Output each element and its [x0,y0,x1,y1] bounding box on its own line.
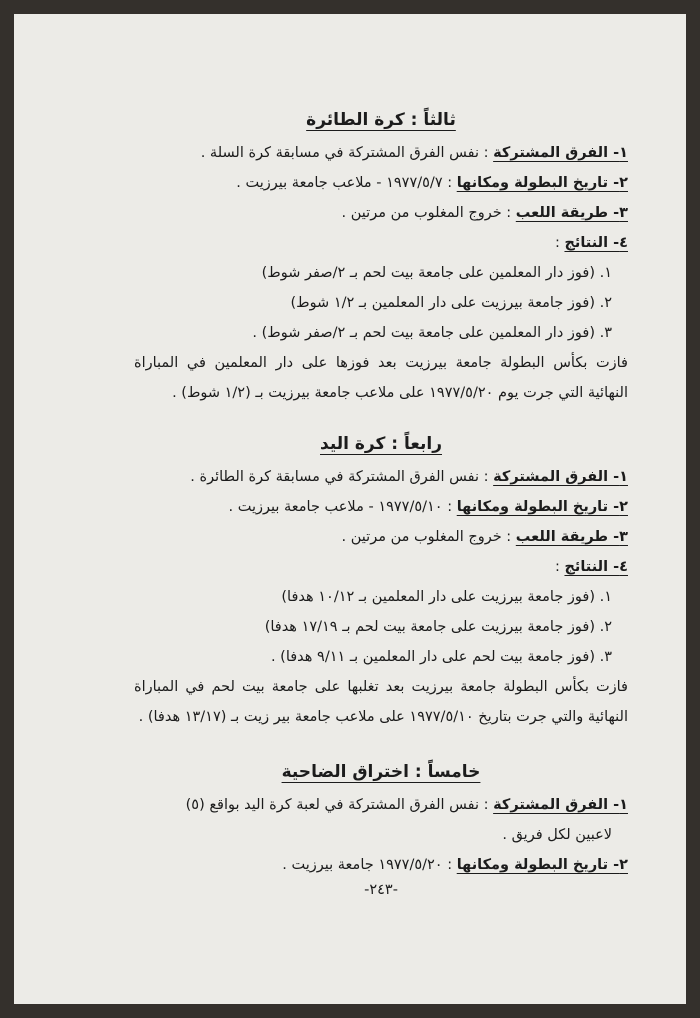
summary-paragraph: فازت بكأس البطولة جامعة بيرزيت بعد فوزها على دار المعلمين في المباراة النهائية التي جرت يوم ١٩٧٧/٥/٢٠ على ملاعب جامعة بيرزيت بـ (١/٢ شوط) . [134,355,628,401]
section-volleyball [134,110,628,408]
section-handball [134,434,628,732]
section-heading: رابعاً : كرة اليد [320,434,442,454]
page-number: -٢٤٣- [364,882,398,898]
result-item: ٢. (فوز جامعة بيرزيت على جامعة بيت لحم بـ ١٧/١٩ هدفا) [264,619,612,635]
page-content [134,110,628,898]
result-item: ٢. (فوز جامعة بيرزيت على دار المعلمين بـ ١/٢ شوط) [290,295,612,311]
section-heading: خامساً : اختراق الضاحية [281,762,481,782]
section-cross-country [134,762,628,880]
list-item: ١- الفرق المشتركة : نفس الفرق المشتركة في مسابقة كرة الطائرة . [190,469,628,485]
summary-paragraph: فازت بكأس البطولة جامعة بيرزيت بعد تغلبها على جامعة بيت لحم في المباراة النهائية والتي جرت بتاريخ ١٩٧٧/٥/١٠ على ملاعب جامعة بير زيت بـ (١٣/١٧ هدفا) . [134,679,628,725]
list-item: ٢- تاريخ البطولة ومكانها : ١٩٧٧/٥/١٠ - ملاعب جامعة بيرزيت . [228,499,628,515]
result-item: ٣. (فوز دار المعلمين على جامعة بيت لحم بـ ٢/صفر شوط) . [252,325,612,341]
result-item: ١. (فوز جامعة بيرزيت على دار المعلمين بـ ١٠/١٢ هدفا) [281,589,612,605]
list-item: ١- الفرق المشتركة : نفس الفرق المشتركة في مسابقة كرة السلة . [200,145,628,161]
list-item: ١- الفرق المشتركة : نفس الفرق المشتركة في لعبة كرة اليد بواقع (٥) [185,797,628,813]
section-heading: ثالثاً : كرة الطائرة [306,110,456,130]
list-item: ٢- تاريخ البطولة ومكانها : ١٩٧٧/٥/٢٠ جامعة بيرزيت . [282,857,628,873]
result-item: ١. (فوز دار المعلمين على جامعة بيت لحم بـ ٢/صفر شوط) [261,265,612,281]
list-item: ٣- طريقة اللعب : خروج المغلوب من مرتين . [341,205,628,221]
document-page [14,14,686,1004]
list-item-continuation: لاعبين لكل فريق . [502,827,612,843]
list-item: ٣- طريقة اللعب : خروج المغلوب من مرتين . [341,529,628,545]
list-item: ٢- تاريخ البطولة ومكانها : ١٩٧٧/٥/٧ - ملاعب جامعة بيرزيت . [236,175,628,191]
list-item: ٤- النتائج : [554,559,628,575]
result-item: ٣. (فوز جامعة بيت لحم على دار المعلمين بـ ٩/١١ هدفا) . [270,649,612,665]
list-item: ٤- النتائج : [554,235,628,251]
